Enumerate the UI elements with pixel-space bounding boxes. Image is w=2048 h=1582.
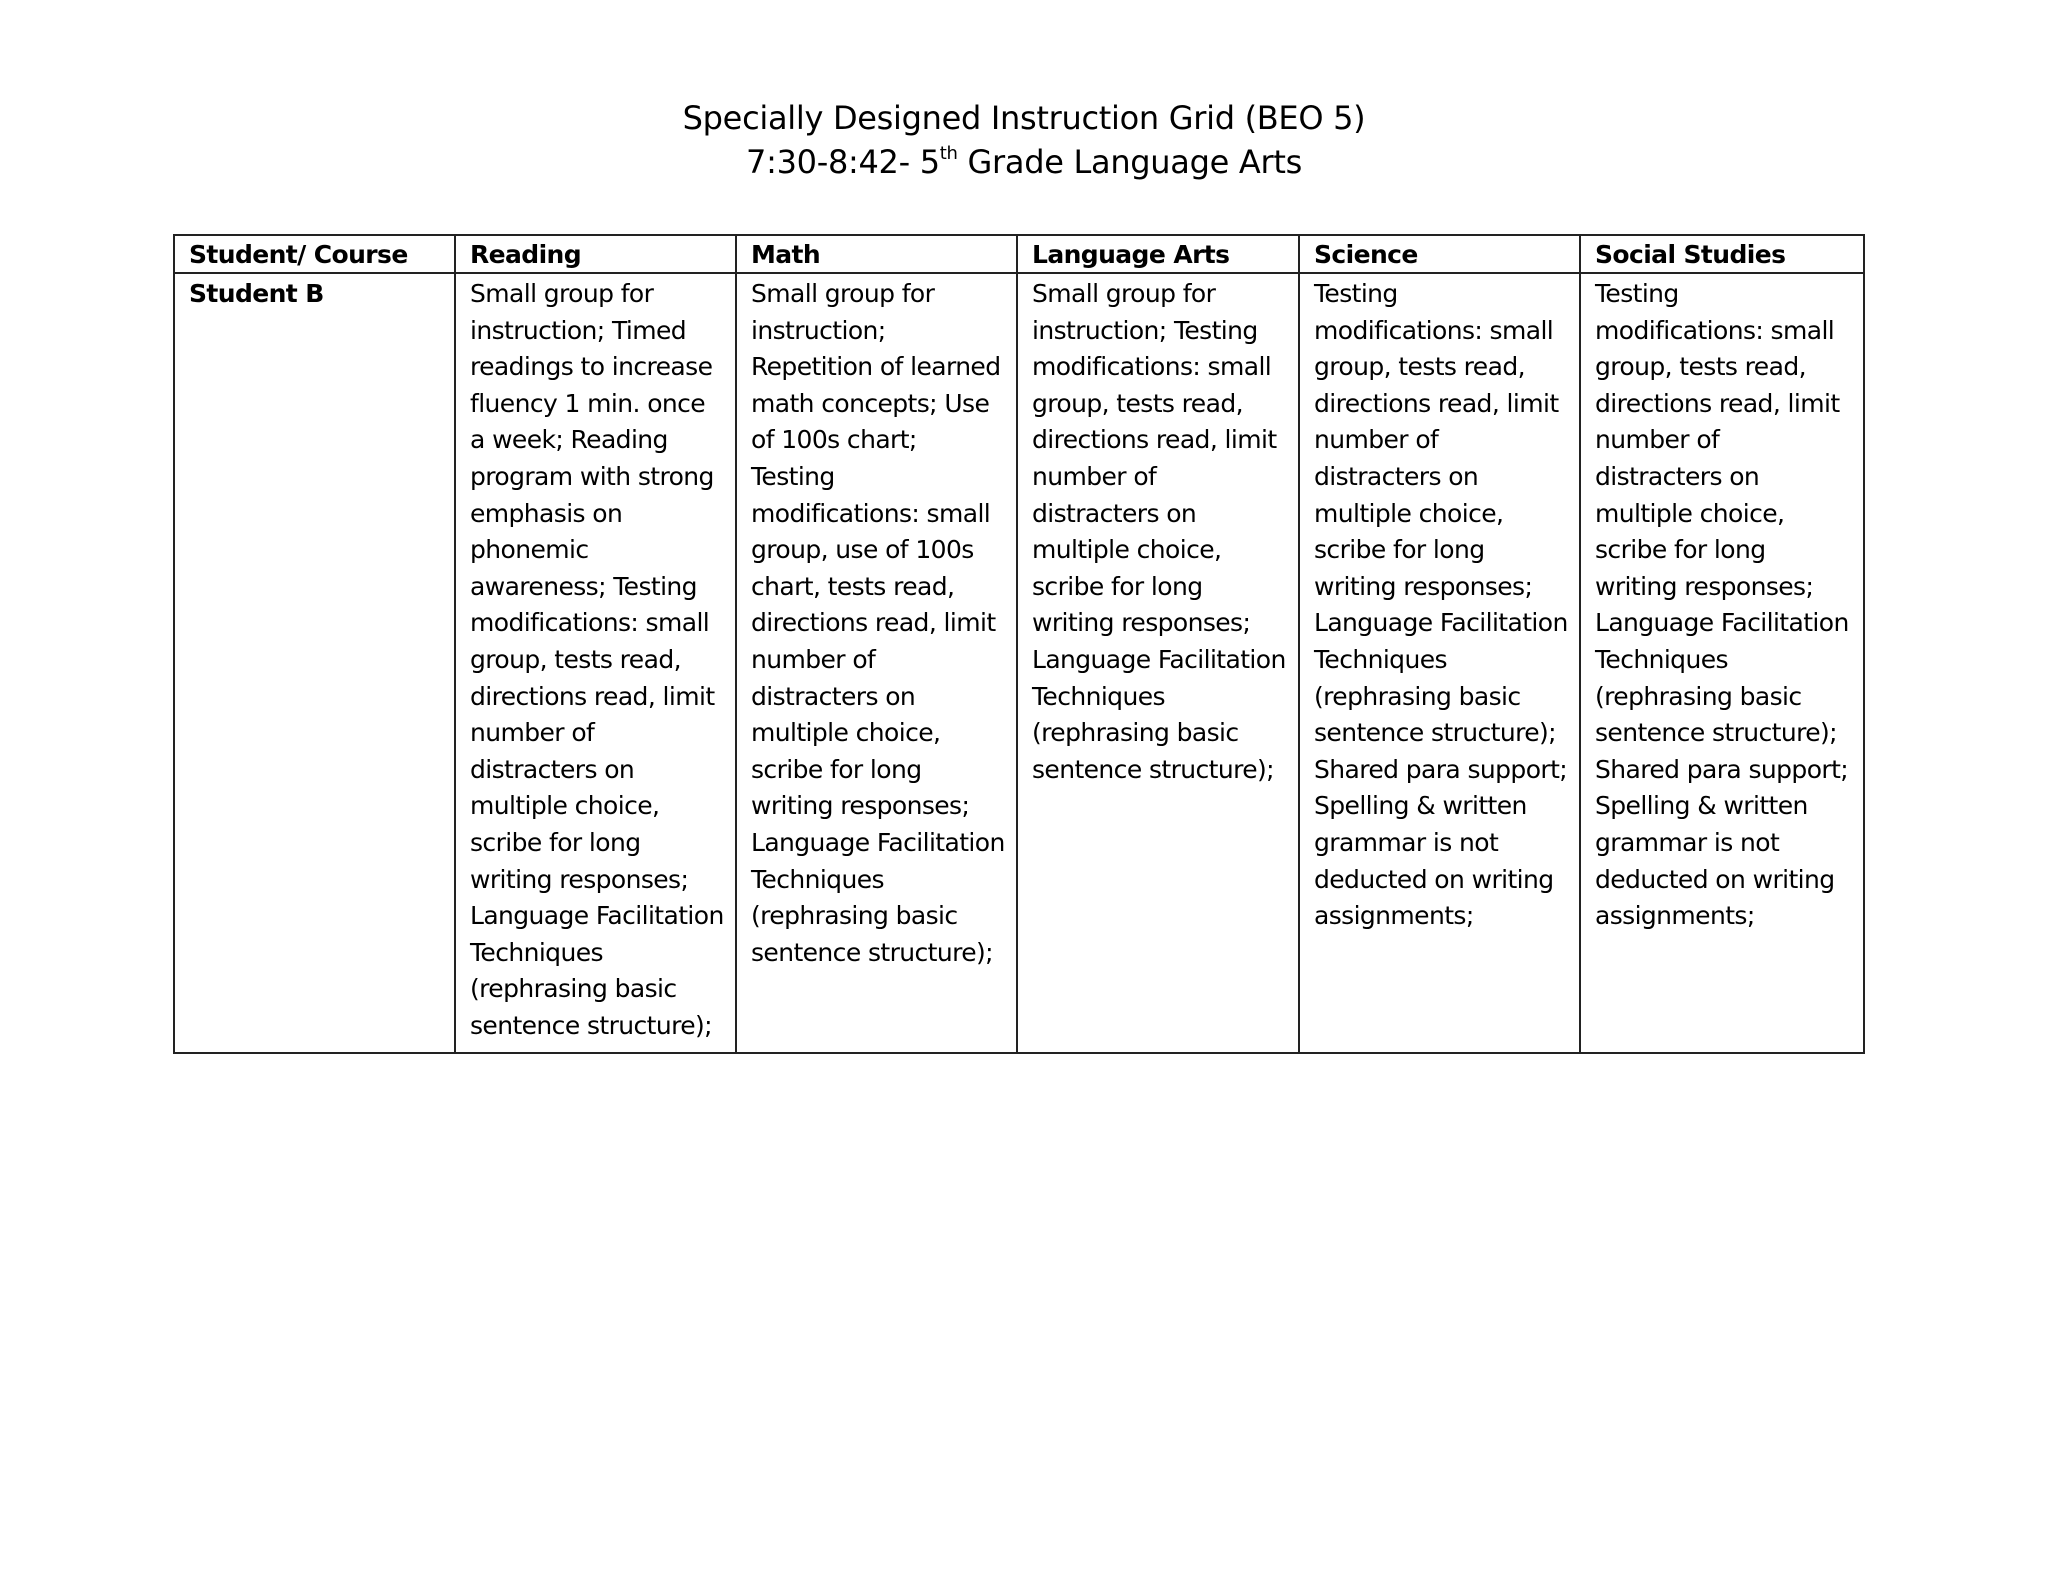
title-line-1: Specially Designed Instruction Grid (BEO 5) (682, 99, 1366, 137)
cell-language-arts: Small group for instruction; Testing modifications: small group, tests read, directions read, limit number of distracters on multiple choice, scribe for long writing responses; Language Facilitation Techniques (rephrasing basic sentence structure); (1017, 273, 1299, 1053)
header-social-studies: Social Studies (1580, 235, 1864, 273)
title-subject: Grade Language Arts (957, 143, 1302, 181)
cell-social-studies: Testing modifications: small group, tests read, directions read, limit number of distracters on multiple choice, scribe for long writing responses; Language Facilitation Techniques (rephrasing basic sentence structure); Shared para support; Spelling & written grammar is not deducted on writing assignments; (1580, 273, 1864, 1053)
header-row (174, 235, 1864, 273)
title-time-grade: 7:30-8:42- 5 (746, 143, 940, 181)
header-math: Math (736, 235, 1017, 273)
instruction-grid-table (173, 234, 1865, 1054)
header-science: Science (1299, 235, 1580, 273)
cell-math: Small group for instruction; Repetition of learned math concepts; Use of 100s chart; Testing modifications: small group, use of 100s chart, tests read, directions read, limit number of distracters on multiple choice, scribe for long writing responses; Language Facilitation Techniques (rephrasing basic sentence structure); (736, 273, 1017, 1053)
header-reading: Reading (455, 235, 736, 273)
title-line-2 (0, 140, 2048, 184)
header-language-arts: Language Arts (1017, 235, 1299, 273)
cell-science: Testing modifications: small group, tests read, directions read, limit number of distracters on multiple choice, scribe for long writing responses; Language Facilitation Techniques (rephrasing basic sentence structure); Shared para support; Spelling & written grammar is not deducted on writing assignments; (1299, 273, 1580, 1053)
document-title (0, 96, 2048, 184)
table-row (174, 273, 1864, 1053)
cell-student-name: Student B (174, 273, 455, 1053)
header-student-course: Student/ Course (174, 235, 455, 273)
title-ordinal-suffix: th (939, 143, 958, 164)
cell-reading: Small group for instruction; Timed readings to increase fluency 1 min. once a week; Reading program with strong emphasis on phonemic awareness; Testing modifications: small group, tests read, directions read, limit number of distracters on multiple choice, scribe for long writing responses; Language Facilitation Techniques (rephrasing basic sentence structure); (455, 273, 736, 1053)
